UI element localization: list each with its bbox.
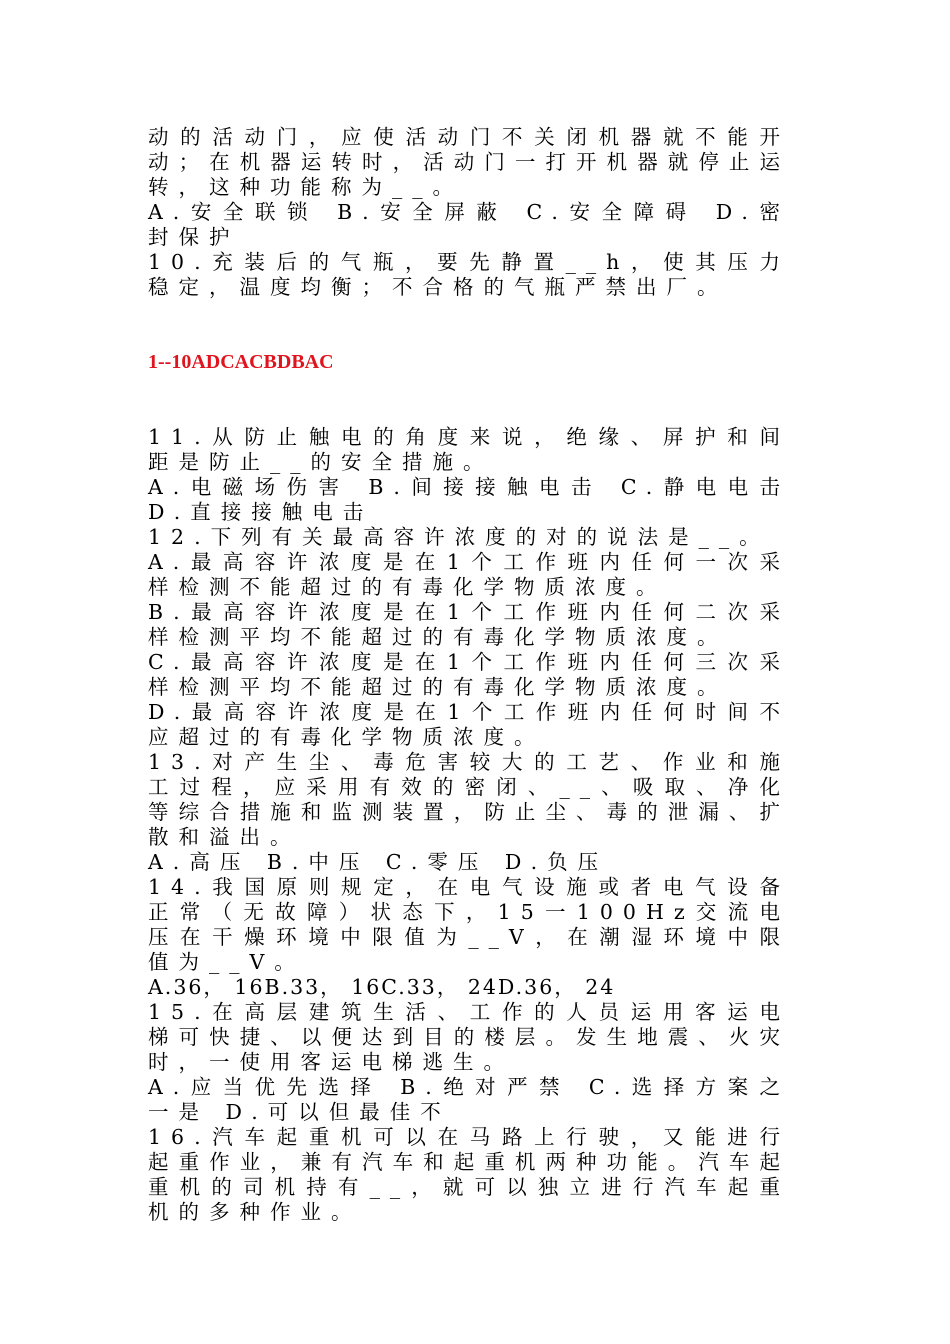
question-10: 10.充装后的气瓶，要先静置__h，使其压力稳定，温度均衡；不合格的气瓶严禁出厂。 [148, 250, 790, 299]
question-11: 11.从防止触电的角度来说，绝缘、屏护和间距是防止__的安全措施。 [148, 425, 790, 474]
spacer [148, 300, 790, 350]
question-13-options: A.高压 B.中压 C.零压 D.负压 [148, 850, 609, 874]
question-12-option-d: D.最高容许浓度是在1个工作班内任何时间不应超过的有毒化学物质浓度。 [148, 700, 790, 749]
question-15: 15.在高层建筑生活、工作的人员运用客运电梯可快捷、以便达到目的楼层。发生地震、火灾时，一使用客运电梯逃生。 [148, 1000, 790, 1074]
question-9-options: A.安全联锁 B.安全屏蔽 C.安全障碍 D.密封保护 [148, 200, 790, 249]
document-body [148, 125, 790, 1225]
question-9-continuation: 动的活动门，应使活动门不关闭机器就不能开动；在机器运转时，活动门一打开机器就停止运转，这种功能称为__。 [148, 125, 790, 199]
question-14-options: A.36， 16B.33， 16C.33， 24D.36， 24 [148, 975, 616, 999]
question-12-option-a: A.最高容许浓度是在1个工作班内任何一次采样检测不能超过的有毒化学物质浓度。 [148, 550, 790, 599]
question-15-options: A.应当优先选择 B.绝对严禁 C.选择方案之一是 D.可以但最佳不 [148, 1075, 790, 1124]
spacer [148, 375, 790, 425]
question-12-option-c: C.最高容许浓度是在1个工作班内任何三次采样检测平均不能超过的有毒化学物质浓度。 [148, 650, 790, 699]
question-14: 14.我国原则规定，在电气设施或者电气设备正常（无故障）状态下，15一100Hz交流电压在干燥环境中限值为__V，在潮湿环境中限值为__V。 [148, 875, 790, 974]
question-13: 13.对产生尘、毒危害较大的工艺、作业和施工过程，应采用有效的密闭、__、吸取、净化等综合措施和监测装置，防止尘、毒的泄漏、扩散和溢出。 [148, 750, 790, 849]
question-12-option-b: B.最高容许浓度是在1个工作班内任何二次采样检测平均不能超过的有毒化学物质浓度。 [148, 600, 790, 649]
answer-key: 1--10ADCACBDBAC [148, 351, 334, 373]
question-12: 12.下列有关最高容许浓度的对的说法是__。 [148, 525, 770, 549]
question-11-options: A.电磁场伤害 B.间接接触电击 C.静电电击 D.直接接触电击 [148, 475, 790, 524]
question-16: 16.汽车起重机可以在马路上行驶，又能进行起重作业，兼有汽车和起重机两种功能。汽车起重机的司机持有__，就可以独立进行汽车起重机的多种作业。 [148, 1125, 790, 1224]
